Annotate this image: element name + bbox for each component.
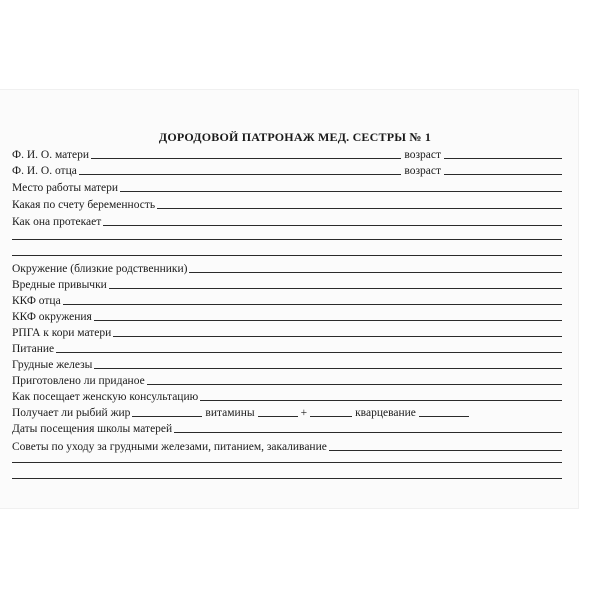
vitamins-label: витамины	[205, 406, 255, 419]
consultation-field[interactable]	[200, 400, 562, 401]
quartz-label: кварцевание	[355, 406, 416, 419]
advice-field[interactable]	[329, 450, 562, 451]
school-label: Даты посещения школы матерей	[12, 422, 173, 435]
habits-row	[12, 277, 562, 291]
nutrition-row	[12, 341, 562, 355]
school-field[interactable]	[174, 432, 562, 433]
pregnancy-number-field[interactable]	[157, 208, 562, 209]
nutrition-field[interactable]	[56, 352, 562, 353]
mother-name-label: Ф. И. О. матери	[12, 148, 89, 161]
advice-extra-line-1[interactable]	[12, 462, 562, 463]
consultation-row	[12, 389, 562, 403]
workplace-label: Место работы матери	[12, 181, 119, 194]
pregnancy-number-row	[12, 197, 562, 211]
course-extra-line-1[interactable]	[12, 239, 562, 240]
course-field[interactable]	[103, 225, 562, 226]
mother-age-field[interactable]	[444, 158, 562, 159]
kkf-env-label: ККФ окружения	[12, 310, 92, 323]
workplace-row	[12, 180, 562, 194]
breasts-label: Грудные железы	[12, 358, 93, 371]
vitamins-field[interactable]	[258, 416, 298, 417]
kkf-father-field[interactable]	[63, 304, 562, 305]
quartz-field[interactable]	[419, 416, 469, 417]
fish-oil-row	[12, 405, 562, 419]
rpga-row	[12, 325, 562, 339]
habits-label: Вредные привычки	[12, 278, 107, 291]
environment-label: Окружение (близкие родственники)	[12, 262, 188, 275]
rpga-field[interactable]	[113, 336, 562, 337]
course-row	[12, 214, 562, 228]
workplace-field[interactable]	[120, 191, 562, 192]
nutrition-label: Питание	[12, 342, 55, 355]
course-extra-line-2[interactable]	[12, 255, 562, 256]
mother-name-field[interactable]	[91, 158, 401, 159]
kkf-env-field[interactable]	[94, 320, 562, 321]
dowry-field[interactable]	[147, 384, 562, 385]
pregnancy-number-label: Какая по счету беременность	[12, 198, 156, 211]
father-name-label: Ф. И. О. отца	[12, 164, 77, 177]
vitamins-extra-field[interactable]	[310, 416, 352, 417]
mother-name-row	[12, 147, 562, 161]
breasts-field[interactable]	[94, 368, 562, 369]
father-name-field[interactable]	[79, 174, 402, 175]
kkf-father-row	[12, 293, 562, 307]
plus-label: +	[300, 406, 308, 419]
advice-row	[12, 439, 562, 453]
mother-age-label: возраст	[404, 148, 441, 161]
environment-row	[12, 261, 562, 275]
advice-label: Советы по уходу за грудными железами, питанием, закаливание	[12, 440, 327, 453]
kkf-env-row	[12, 309, 562, 323]
dowry-label: Приготовлено ли приданое	[12, 374, 145, 387]
fish-oil-label: Получает ли рыбий жир	[12, 406, 131, 419]
habits-field[interactable]	[109, 288, 562, 289]
father-name-row	[12, 163, 562, 177]
breasts-row	[12, 357, 562, 371]
father-age-label: возраст	[404, 164, 441, 177]
rpga-label: РПГА к кори матери	[12, 326, 112, 339]
consultation-label: Как посещает женскую консультацию	[12, 390, 199, 403]
school-row	[12, 421, 562, 435]
dowry-row	[12, 373, 562, 387]
environment-field[interactable]	[189, 272, 562, 273]
form-title: ДОРОДОВОЙ ПАТРОНАЖ МЕД. СЕСТРЫ № 1	[158, 130, 432, 144]
father-age-field[interactable]	[444, 174, 562, 175]
advice-extra-line-2[interactable]	[12, 478, 562, 479]
course-label: Как она протекает	[12, 215, 102, 228]
form-sheet	[0, 90, 578, 508]
kkf-father-label: ККФ отца	[12, 294, 61, 307]
fish-oil-field[interactable]	[132, 416, 202, 417]
